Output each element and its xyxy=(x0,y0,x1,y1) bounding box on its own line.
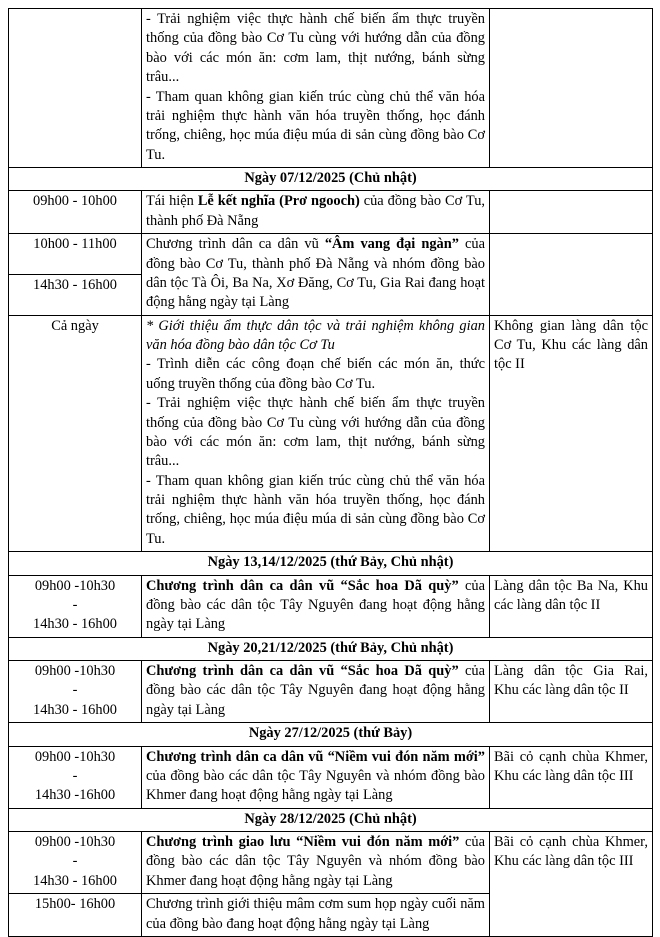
day-header: Ngày 13,14/12/2025 (thứ Bảy, Chủ nhật) xyxy=(9,552,653,575)
activity-paragraph xyxy=(146,577,485,635)
activity-paragraph: - Trình diễn các công đoạn chế biến các món ăn, thức uống truyền thống của đồng bào Cơ Tu. xyxy=(146,356,485,392)
table-row xyxy=(9,191,653,234)
event-title: Chương trình dân ca dân vũ “Niềm vui đón năm mới” xyxy=(146,748,485,765)
time-label: 14h30 - 16h00 xyxy=(33,616,117,633)
location-cell: Bãi cỏ cạnh chùa Khmer, Khu các làng dân tộc III xyxy=(490,746,653,808)
activity-description-cell xyxy=(142,832,490,894)
table-row xyxy=(9,746,653,808)
time-cell xyxy=(9,894,142,937)
time-cell xyxy=(9,661,142,723)
activity-paragraph: - Tham quan không gian kiến trúc cùng chủ thể văn hóa trải nghiệm thực hành văn hóa truyền thống, học đánh trống, chiêng, học múa điệu múa di sản cùng đồng bào Cơ Tu. xyxy=(146,88,485,163)
activity-paragraph xyxy=(146,748,485,806)
time-cell xyxy=(9,746,142,808)
table-row xyxy=(9,234,653,275)
time-label: 09h00 -10h30 xyxy=(34,834,116,850)
time-label: 15h00- 16h00 xyxy=(34,896,116,913)
text-pre: Chương trình dân ca dân vũ xyxy=(146,236,325,253)
location-cell: Làng dân tộc Gia Rai, Khu các làng dân tộc II xyxy=(490,661,653,723)
activity-description-cell xyxy=(142,746,490,808)
location-cell xyxy=(490,191,653,234)
time-label: 09h00 -10h30 xyxy=(34,663,116,679)
text-pre: Tái hiện xyxy=(146,193,198,210)
time-separator: - xyxy=(72,596,78,613)
location-cell xyxy=(490,234,653,316)
time-label: 14h30 - 16h00 xyxy=(33,701,117,718)
text-post: của đồng bào các dân tộc Tây Nguyên đang hoạt động hằng ngày tại Làng xyxy=(146,663,486,718)
activity-description-cell xyxy=(142,191,490,234)
text-post: của đồng bào Cơ Tu, thành phố Đà Nẵng xyxy=(146,193,485,229)
time-label: 10h00 - 11h00 xyxy=(33,236,117,253)
activity-description-cell xyxy=(142,575,490,637)
time-label: 09h00 -10h30 xyxy=(34,748,116,765)
time-cell xyxy=(9,234,142,275)
text-post: của đồng bào các dân tộc Tây Nguyên và nhóm đồng bào Khmer đang hoạt động hằng ngày tại Làng xyxy=(146,834,485,889)
activity-paragraph xyxy=(146,833,485,891)
activity-paragraph: - Trải nghiệm việc thực hành chế biến ẩm thực truyền thống của đồng bào Cơ Tu cùng với hướng dẫn của đồng bào với các món ăn: cơm lam, thịt nướng, bánh sừng trâu... xyxy=(146,11,485,86)
event-title: Chương trình dân ca dân vũ “Sắc hoa Dã quỳ” xyxy=(146,577,459,594)
time-label: 14h30 - 16h00 xyxy=(33,872,117,889)
table-row xyxy=(9,661,653,723)
schedule-table xyxy=(8,8,653,937)
activity-description-cell xyxy=(142,894,490,937)
time-cell xyxy=(9,9,142,168)
table-row xyxy=(9,315,653,552)
time-label: 09h00 - 10h00 xyxy=(33,193,117,210)
activity-paragraph: - Trải nghiệm việc thực hành chế biến ẩm thực truyền thống của đồng bào Cơ Tu cùng với hướng dẫn của đồng bào với các món ăn: cơm lam, thịt nướng, bánh sừng trâu... xyxy=(146,395,485,470)
day-header: Ngày 20,21/12/2025 (thứ Bảy, Chủ nhật) xyxy=(9,637,653,660)
location-cell xyxy=(490,9,653,168)
time-separator: - xyxy=(72,767,78,784)
table-row-day-header xyxy=(9,723,653,746)
event-title: Lễ kết nghĩa (Prơ ngooch) xyxy=(197,193,360,210)
activity-description-cell xyxy=(142,9,490,168)
time-label: 14h30 - 16h00 xyxy=(33,276,117,293)
text-post: của đồng bào các dân tộc Tây Nguyên đang hoạt động hằng ngày tại Làng xyxy=(146,577,486,633)
day-header: Ngày 27/12/2025 (thứ Bảy) xyxy=(9,723,653,746)
day-header: Ngày 28/12/2025 (Chủ nhật) xyxy=(9,808,653,831)
activity-paragraph xyxy=(146,192,485,231)
activity-paragraph: Chương trình giới thiệu mâm cơm sum họp ngày cuối năm của đồng bào đang hoạt động hằng ngày tại Làng xyxy=(146,896,485,932)
event-title: Chương trình dân ca dân vũ “Sắc hoa Dã quỳ” xyxy=(146,663,459,679)
table-row xyxy=(9,9,653,168)
table-row xyxy=(9,832,653,894)
table-row xyxy=(9,575,653,637)
activity-paragraph xyxy=(146,662,485,720)
time-cell xyxy=(9,191,142,234)
time-label: 14h30 -16h00 xyxy=(34,787,116,804)
location-cell: Bãi cỏ cạnh chùa Khmer, Khu các làng dân tộc III xyxy=(490,832,653,937)
time-separator: - xyxy=(72,853,78,870)
activity-paragraph: - Tham quan không gian kiến trúc cùng chủ thể văn hóa trải nghiệm thực hành văn hóa truyền thống, học đánh trống, chiêng, học múa điệu múa di sản cùng đồng bào Cơ Tu. xyxy=(146,472,485,547)
time-cell xyxy=(9,315,142,552)
time-label: Cả ngày xyxy=(51,317,99,334)
table-row-day-header xyxy=(9,637,653,660)
location-cell: Không gian làng dân tộc Cơ Tu, Khu các làng dân tộc II xyxy=(490,315,653,552)
activity-paragraph xyxy=(146,235,485,313)
activity-description-cell xyxy=(142,661,490,723)
activity-description-cell xyxy=(142,234,490,316)
time-cell xyxy=(9,575,142,637)
table-row-day-header xyxy=(9,552,653,575)
time-separator: - xyxy=(72,682,78,699)
time-cell xyxy=(9,274,142,315)
table-row-day-header xyxy=(9,808,653,831)
table-row-day-header xyxy=(9,168,653,191)
event-title: “Âm vang đại ngàn” xyxy=(324,236,459,253)
event-title: Chương trình giao lưu “Niềm vui đón năm mới” xyxy=(146,834,460,850)
text-post: của đồng bào các dân tộc Tây Nguyên và nhóm đồng bào Khmer đang hoạt động hằng ngày tại Làng xyxy=(146,767,485,804)
day-header: Ngày 07/12/2025 (Chủ nhật) xyxy=(9,168,653,191)
location-cell: Làng dân tộc Ba Na, Khu các làng dân tộc II xyxy=(490,575,653,637)
activity-description-cell xyxy=(142,315,490,552)
activity-section-heading: * Giới thiệu ẩm thực dân tộc và trải nghiệm không gian văn hóa đồng bào dân tộc Cơ Tu xyxy=(146,317,485,353)
time-label: 09h00 -10h30 xyxy=(34,577,116,594)
text-post: của đồng bào Cơ Tu, thành phố Đà Nẵng và nhóm đồng bào dân tộc Tà Ôi, Ba Na, Xơ Đăng, Cơ Tu, Gia Rai đang hoạt động hằng ngày tại Làng xyxy=(146,236,485,311)
time-cell xyxy=(9,832,142,894)
